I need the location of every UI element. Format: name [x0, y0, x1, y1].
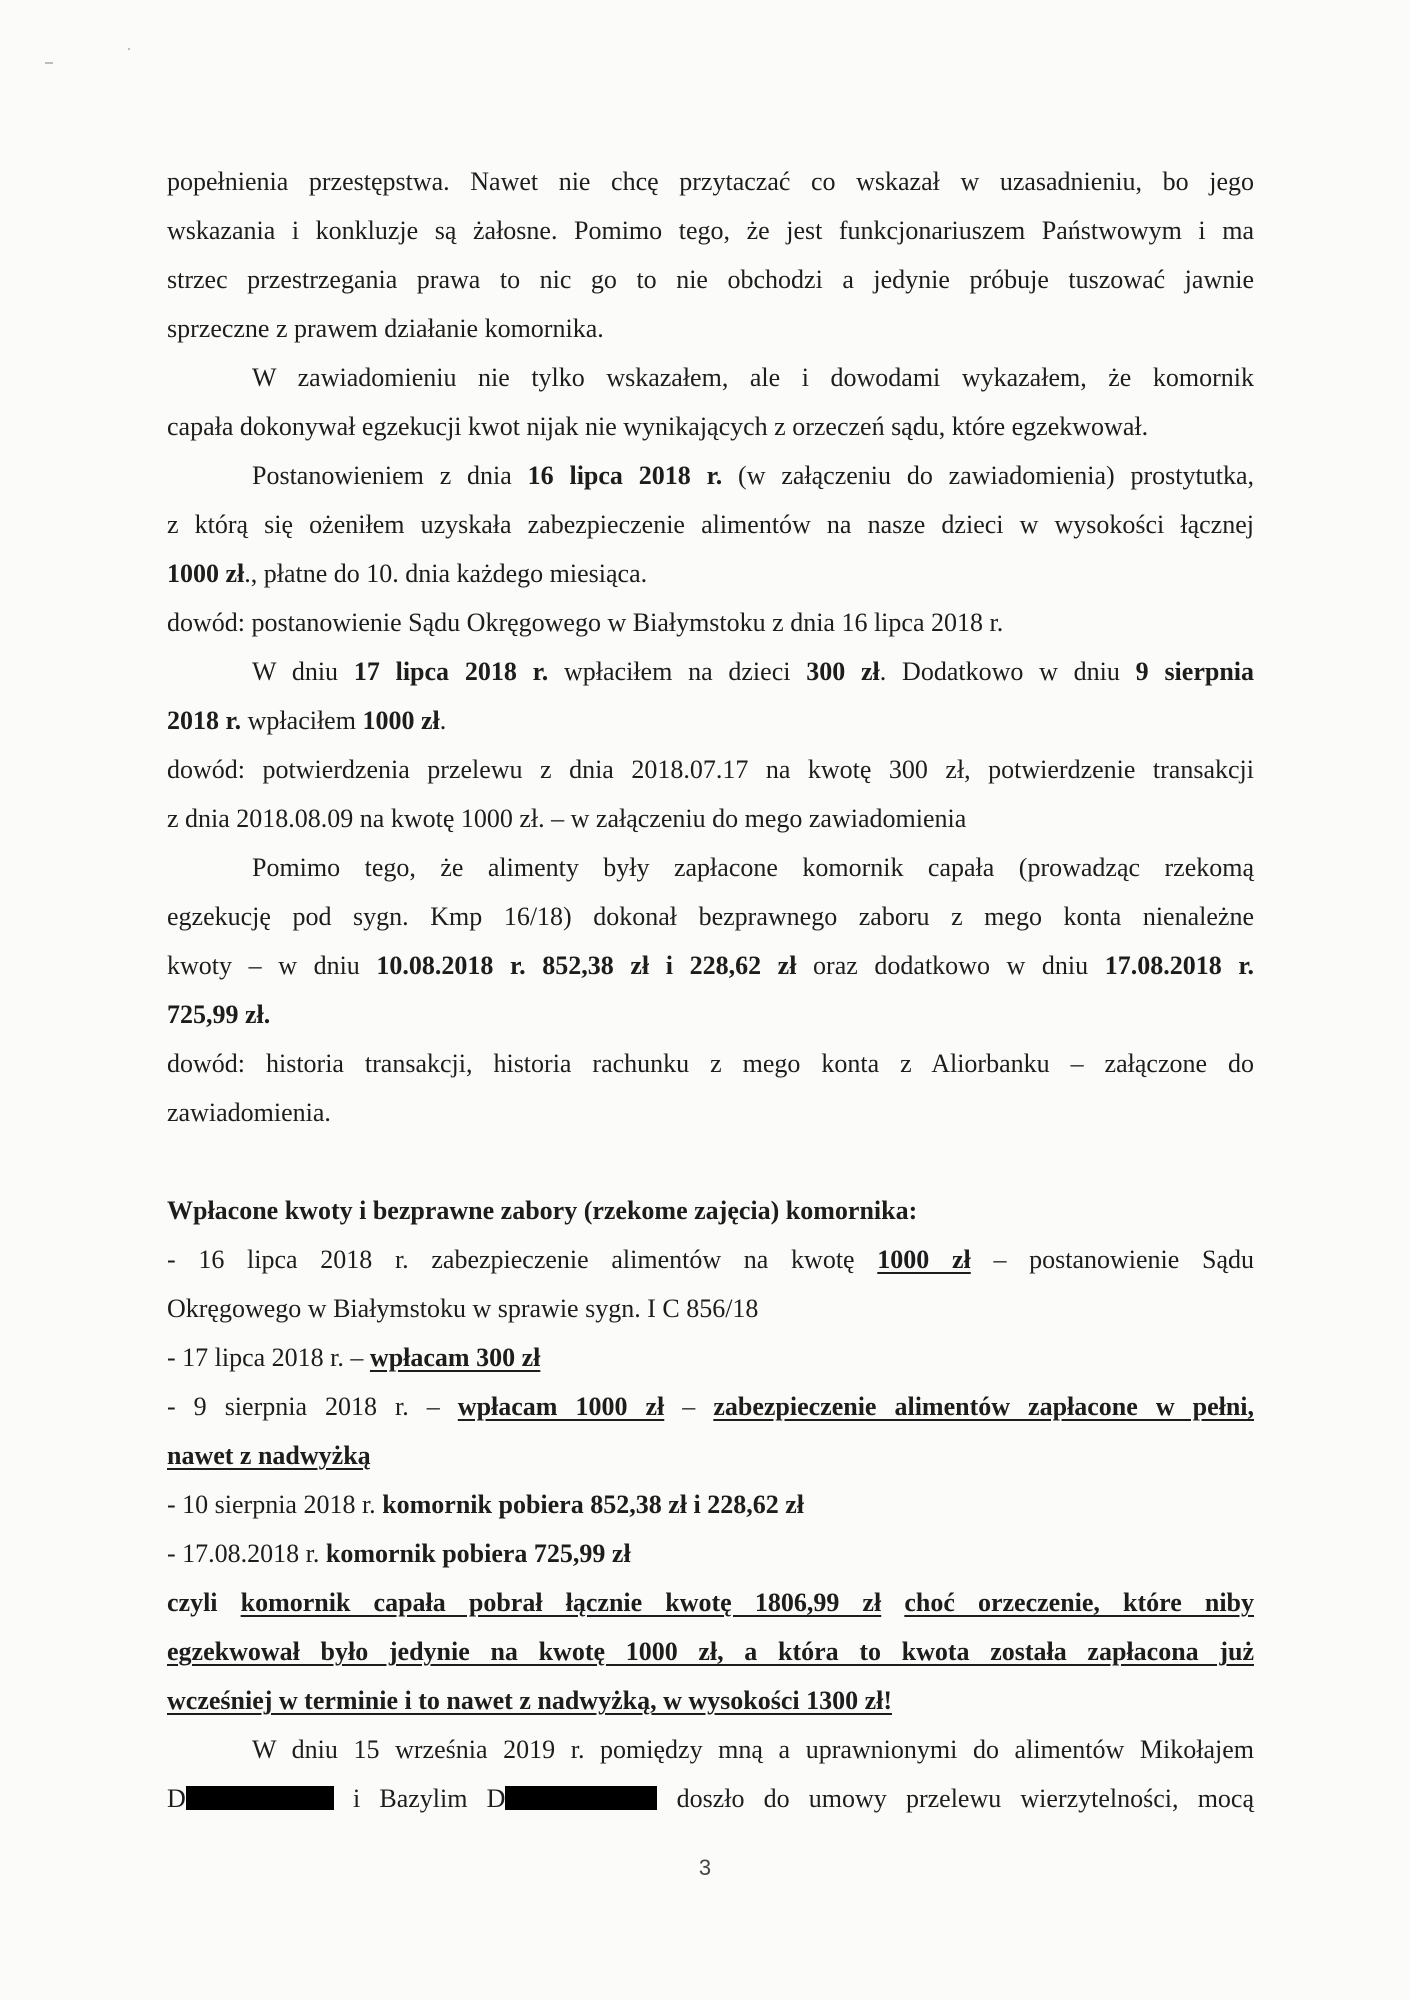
paragraph-line: [252, 652, 1254, 692]
paragraph-line: [252, 456, 1254, 496]
evidence-line: dowód: potwierdzenia przelewu z dnia 2018.07.17 na kwotę 300 zł, potwierdzenie transakcji: [167, 755, 1254, 784]
redaction-bar: [505, 1786, 657, 1810]
paragraph-line: capała dokonywał egzekucji kwot nijak nie wynikających z orzeczeń sądu, które egzekwował.: [167, 412, 1149, 441]
paragraph-line: Pomimo tego, że alimenty były zapłacone komornik capała (prowadząc rzekomą: [252, 853, 1254, 882]
text-span: i Bazylim D: [333, 1784, 506, 1813]
evidence-line: zawiadomienia.: [167, 1098, 331, 1127]
paragraph-line: [167, 701, 1254, 741]
scan-speck: [128, 48, 130, 50]
conclusion-line: [167, 1583, 1254, 1623]
date-bold: 16 lipca 2018 r.: [527, 461, 723, 490]
text-span: – postanowienie Sądu: [970, 1245, 1255, 1274]
conclusion-line: egzekwował było jedynie na kwotę 1000 zł, a która to kwota została zapłacona już: [167, 1637, 1254, 1666]
payment-underlined: wpłacam 1000 zł: [457, 1392, 665, 1421]
scan-speck: [45, 62, 53, 64]
text-span: .: [439, 706, 447, 735]
paragraph-line: egzekucję pod sygn. Kmp 16/18) dokonał bezprawnego zaboru z mego konta nienależne: [167, 902, 1254, 931]
list-item: [167, 1485, 1254, 1525]
paragraph-line: sprzeczne z prawem działanie komornika.: [167, 314, 604, 343]
paragraph-line: [167, 946, 1254, 986]
text-span: wpłaciłem: [241, 706, 363, 735]
paragraph-line: z którą się ożeniłem uzyskała zabezpieczenie alimentów na nasze dzieci w wysokości łącznej: [167, 510, 1254, 539]
text-span: (w załączeniu do zawiadomienia) prostytutka,: [722, 461, 1254, 490]
payment-underlined: wpłacam 300 zł: [369, 1343, 541, 1372]
paragraph-line: [167, 1779, 1254, 1819]
date-bold: 9 sierpnia: [1135, 657, 1255, 686]
paragraph-line: popełnienia przestępstwa. Nawet nie chcę przytaczać co wskazał w uzasadnieniu, bo jego: [167, 167, 1254, 196]
text-span: kwoty – w dniu: [167, 951, 377, 980]
seizure-bold: komornik pobiera 852,38 zł i 228,62 zł: [382, 1490, 804, 1519]
list-item: [167, 1534, 1254, 1574]
surname-initial: D: [167, 1784, 186, 1813]
list-item-continuation: [167, 1436, 1254, 1476]
text-span: - 10 sierpnia 2018 r.: [167, 1490, 383, 1519]
conclusion-underlined: komornik capała pobrał łącznie kwotę 1806,99 zł: [240, 1588, 882, 1617]
text-span: oraz dodatkowo w dniu: [796, 951, 1105, 980]
amount-bold: 725,99 zł.: [167, 1000, 271, 1029]
text-span: [881, 1588, 904, 1617]
paragraph-line: wskazania i konkluzje są żałosne. Pomimo tego, że jest funkcjonariuszem Państwowym i ma: [167, 216, 1254, 245]
list-item-continuation: Okręgowego w Białymstoku w sprawie sygn. I C 856/18: [167, 1294, 759, 1323]
text-span: - 17.08.2018 r.: [167, 1539, 326, 1568]
paragraph-line: strzec przestrzegania prawa to nic go to nie obchodzi a jedynie próbuje tuszować jawnie: [167, 265, 1254, 294]
evidence-line: dowód: historia transakcji, historia rachunku z mego konta z Aliorbanku – załączone do: [167, 1049, 1254, 1078]
seizure-bold: komornik pobiera 725,99 zł: [325, 1539, 631, 1568]
date-bold: 17 lipca 2018 r.: [353, 657, 549, 686]
list-item: [167, 1338, 1254, 1378]
conclusion-underlined: choć orzeczenie, które niby: [904, 1588, 1254, 1617]
amount-bold: 10.08.2018 r. 852,38 zł i 228,62 zł: [376, 951, 797, 980]
text-span: Postanowieniem z dnia: [252, 461, 528, 490]
paragraph-line: [167, 554, 1254, 594]
list-item: [167, 1387, 1254, 1427]
statement-underlined: zabezpieczenie alimentów zapłacone w pełni,: [713, 1392, 1255, 1421]
statement-underlined: nawet z nadwyżką: [167, 1441, 371, 1470]
amount-bold: 1000 zł: [167, 559, 245, 588]
text-span: czyli: [167, 1588, 241, 1617]
amount-underlined: 1000 zł: [877, 1245, 971, 1274]
text-span: - 16 lipca 2018 r. zabezpieczenie alimentów na kwotę: [167, 1245, 878, 1274]
text-span: - 9 sierpnia 2018 r. –: [167, 1392, 458, 1421]
redaction-bar: [186, 1786, 334, 1810]
paragraph-line: [167, 995, 1254, 1035]
conclusion-line: wcześniej w terminie i to nawet z nadwyżką, w wysokości 1300 zł!: [167, 1686, 893, 1715]
page-number: 3: [698, 1855, 712, 1880]
text-span: . Dodatkowo w dniu: [879, 657, 1136, 686]
text-span: –: [664, 1392, 714, 1421]
evidence-line: z dnia 2018.08.09 na kwotę 1000 zł. – w załączeniu do mego zawiadomienia: [167, 804, 967, 833]
list-item: [167, 1240, 1254, 1280]
text-span: - 17 lipca 2018 r. –: [167, 1343, 370, 1372]
amount-bold: 300 zł: [806, 657, 880, 686]
date-bold: 17.08.2018 r.: [1104, 951, 1255, 980]
date-bold: 2018 r.: [167, 706, 242, 735]
text-span: doszło do umowy przelewu wierzytelności, mocą: [657, 1784, 1254, 1813]
text-span: W dniu: [252, 657, 354, 686]
text-span: wpłaciłem na dzieci: [548, 657, 807, 686]
evidence-line: dowód: postanowienie Sądu Okręgowego w Białymstoku z dnia 16 lipca 2018 r.: [167, 608, 1004, 637]
section-heading: Wpłacone kwoty i bezprawne zabory (rzekome zajęcia) komornika:: [167, 1196, 918, 1225]
amount-bold: 1000 zł: [362, 706, 440, 735]
paragraph-line: W zawiadomieniu nie tylko wskazałem, ale i dowodami wykazałem, że komornik: [252, 363, 1254, 392]
text-span: ., płatne do 10. dnia każdego miesiąca.: [244, 559, 648, 588]
paragraph-line: W dniu 15 września 2019 r. pomiędzy mną a uprawnionymi do alimentów Mikołajem: [252, 1735, 1254, 1764]
